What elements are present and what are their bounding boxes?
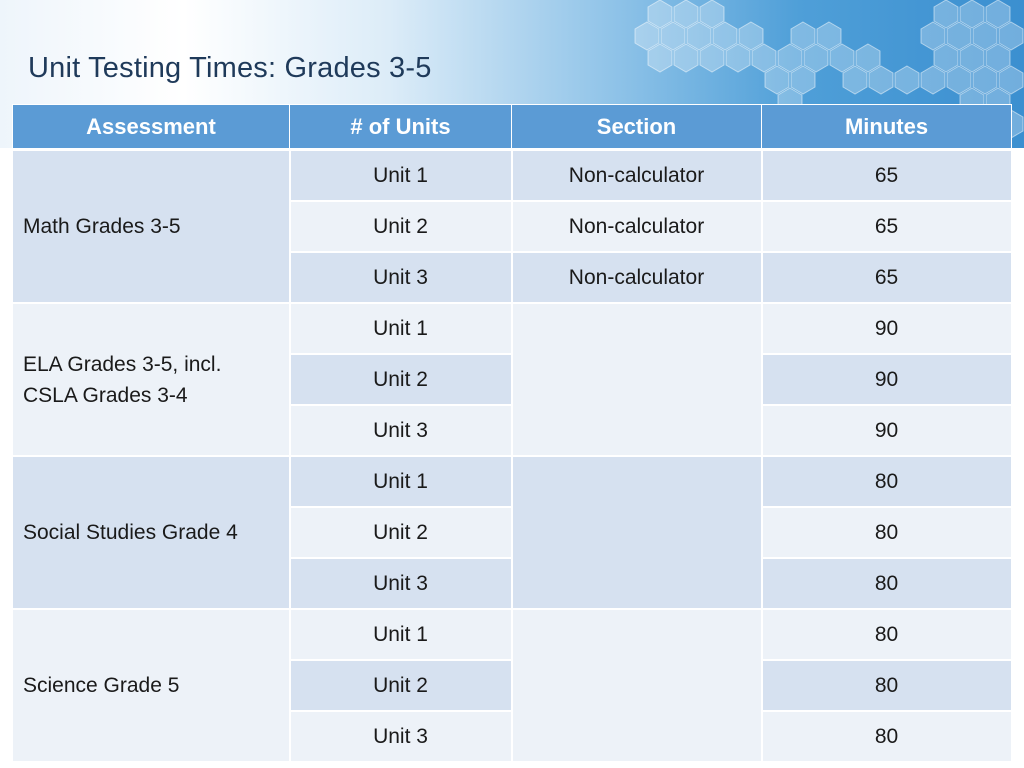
minutes-cell: 80 bbox=[762, 609, 1012, 660]
assessment-name-line: CSLA Grades 3-4 bbox=[23, 383, 188, 407]
unit-cell: Unit 2 bbox=[290, 354, 512, 405]
minutes-cell: 90 bbox=[762, 354, 1012, 405]
header-minutes: Minutes bbox=[762, 105, 1012, 150]
table-row bbox=[13, 609, 1012, 660]
section-cell: Non-calculator bbox=[512, 252, 762, 303]
minutes-cell: 80 bbox=[762, 660, 1012, 711]
section-cell bbox=[512, 609, 762, 762]
section-cell bbox=[512, 456, 762, 609]
unit-cell: Unit 1 bbox=[290, 456, 512, 507]
assessment-name-line: ELA Grades 3-5, incl. bbox=[23, 352, 222, 376]
assessment-cell bbox=[13, 456, 290, 609]
minutes-cell: 80 bbox=[762, 507, 1012, 558]
section-cell: Non-calculator bbox=[512, 150, 762, 202]
unit-cell: Unit 3 bbox=[290, 405, 512, 456]
minutes-cell: 80 bbox=[762, 456, 1012, 507]
unit-cell: Unit 3 bbox=[290, 711, 512, 762]
unit-cell: Unit 3 bbox=[290, 252, 512, 303]
header-units: # of Units bbox=[290, 105, 512, 150]
minutes-cell: 65 bbox=[762, 252, 1012, 303]
minutes-cell: 65 bbox=[762, 150, 1012, 202]
minutes-cell: 80 bbox=[762, 711, 1012, 762]
unit-cell: Unit 2 bbox=[290, 201, 512, 252]
testing-times-table bbox=[12, 104, 1013, 763]
table-row bbox=[13, 303, 1012, 354]
table-row bbox=[13, 456, 1012, 507]
assessment-cell bbox=[13, 609, 290, 762]
header-assessment: Assessment bbox=[13, 105, 290, 150]
minutes-cell: 80 bbox=[762, 558, 1012, 609]
assessment-cell bbox=[13, 303, 290, 456]
assessment-name: Science Grade 5 bbox=[23, 674, 180, 697]
minutes-cell: 90 bbox=[762, 405, 1012, 456]
unit-cell: Unit 2 bbox=[290, 507, 512, 558]
unit-cell: Unit 1 bbox=[290, 609, 512, 660]
table-row bbox=[13, 150, 1012, 202]
minutes-cell: 90 bbox=[762, 303, 1012, 354]
minutes-cell: 65 bbox=[762, 201, 1012, 252]
assessment-cell bbox=[13, 150, 290, 304]
unit-cell: Unit 3 bbox=[290, 558, 512, 609]
assessment-name: Math Grades 3-5 bbox=[23, 215, 181, 238]
assessment-name: Social Studies Grade 4 bbox=[23, 521, 238, 544]
section-cell: Non-calculator bbox=[512, 201, 762, 252]
unit-cell: Unit 2 bbox=[290, 660, 512, 711]
header-section: Section bbox=[512, 105, 762, 150]
slide-title: Unit Testing Times: Grades 3-5 bbox=[28, 52, 432, 84]
unit-cell: Unit 1 bbox=[290, 150, 512, 202]
unit-cell: Unit 1 bbox=[290, 303, 512, 354]
table-header-row bbox=[13, 105, 1012, 150]
section-cell bbox=[512, 303, 762, 456]
